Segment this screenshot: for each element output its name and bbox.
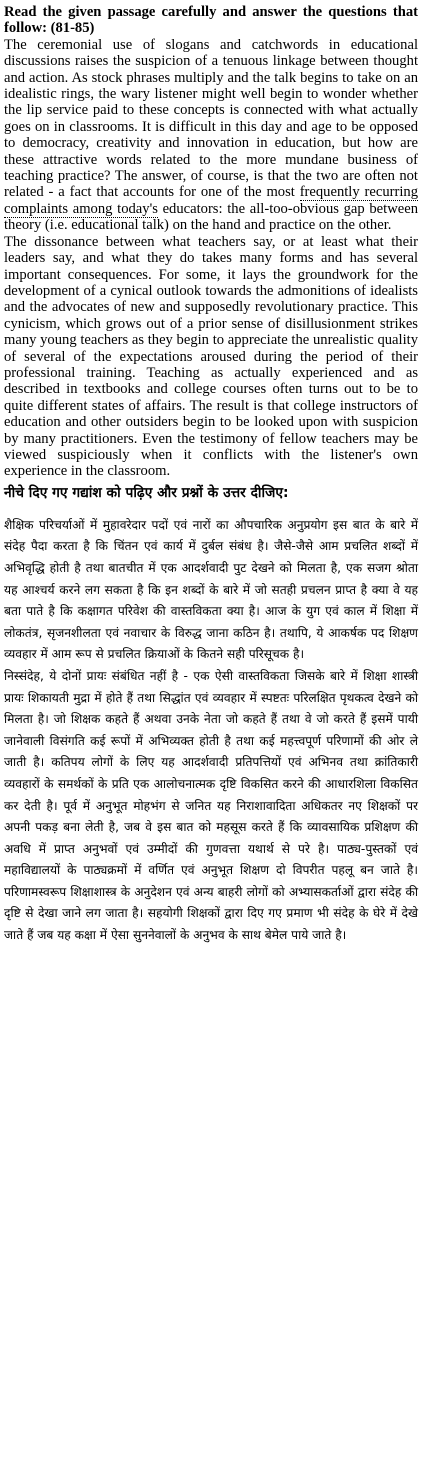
hindi-section bbox=[4, 482, 418, 947]
english-paragraph-1-start: The ceremonial use of slogans and catchwords in educational discussions raises the suspicion of a tenuous linkage between thought and action. As stock phrases multiply and the talk begins to take on an idealistic rings, the wary listener might well begin to wonder whether the lip service paid to these concepts is connected with what actually goes on in classrooms. It is difficult in this day and age to be opposed to democracy, creativity and innovation in education, but how are these attractive words related to the more mundane business of teaching practice? The answer, of course, is that the two are often not related - a fact that accounts for one of the most bbox=[4, 36, 418, 201]
english-heading: Read the given passage carefully and answer the questions that follow: (81-85) bbox=[4, 4, 418, 37]
hindi-paragraph-2: निस्संदेह, ये दोनों प्रायः संबंधित नहीं है - एक ऐसी वास्तविकता जिसके बारे में शिक्षा शास्त्री प्रायः शिकायती मुद्रा में होते हैं तथा सिद्धांत एवं व्यवहार में स्पष्टतः परिलक्षित पृथकत्व देखने को मिलता है। जो शिक्षक कहते हैं अथवा उनके नेता जो कहते हैं तथा वे जो करते हैं इसमें पायी जानेवाली विसंगति कई रूपों में अभिव्यक्त होती है तथा कई महत्त्वपूर्ण परिणामों की ओर ले जाती है। कतिपय लोगों के लिए यह आदर्शवादी प्रतिपत्तियों एवं अभिनव तथा क्रांतिकारी व्यवहारों के समर्थकों के प्रति एक आलोचनात्मक दृष्टि विकसित करने की आधारशिला विकसित कर देती है। पूर्व में अनुभूत मोहभंग से जनित यह निराशावादिता अधिकतर नए शिक्षकों पर अपनी पकड़ बना लेती है, जब वे इस बात को महसूस करते हैं कि व्यावसायिक प्रशिक्षण की अवधि में प्राप्त अनुभवों एवं उम्मीदों की गुणवत्ता यथार्थ से परे है। पाठ्य-पुस्तकों एवं महाविद्यालयों के पाठ्यक्रमों में वर्णित एवं अनुभूत शिक्षण दो विपरीत पहलू बन जाते है। परिणामस्वरूप शिक्षाशास्त्र के अनुदेशन एवं अन्य बाहरी लोगों को अभ्यासकर्ताओं द्वारा संदेह की दृष्टि से देखा जाने लग जाता है। सहयोगी शिक्षकों द्वारा दिए गए प्रमाण भी संदेह के घेरे में देखे जाते हैं जब यह कक्षा में ऐसा सुननेवालों के अनुभव के साथ बेमेल पाये जाते है। bbox=[4, 668, 418, 943]
hindi-heading: नीचे दिए गए गद्यांश को पढ़िए और प्रश्नों के उत्तर दीजिए: bbox=[4, 484, 289, 501]
english-paragraph-1-end: educators: the all-too-obvious gap between theory (i.e. educational talk) on the hand and practice on the other. bbox=[4, 200, 418, 234]
english-paragraph-2: The dissonance between what teachers say, or at least what their leaders say, and what they do takes many forms and has several important consequences. For some, it lays the groundwork for the development of a cynical outlook towards the admonitions of idealists and the advocates of new and supposedly revolutionary practice. This cynicism, which grows out of a prior sense of disillusionment strikes many young teachers as they begin to appreciate the unrealistic quality of several of the expectations aroused during the period of their professional training. Teaching as actually experienced and as described in textbooks and college courses often turns out to be to quite different states of affairs. The result is that college instructors of education and other outsiders begin to be looked upon with suspicion by many practitioners. Even the testimony of fellow teachers may be viewed suspiciously when it conflicts with the listener's own experience in the classroom. bbox=[4, 233, 418, 480]
hindi-paragraph-1: शैक्षिक परिचर्याओं में मुहावरेदार पदों एवं नारों का औपचारिक अनुप्रयोग इस बात के बारे में संदेह पैदा करता है कि चिंतन एवं कार्य में दुर्बल संबंध है। जैसे-जैसे आम प्रचलित शब्दों में अभिवृद्धि होती है तथा बातचीत में एक आदर्शवादी पुट देखने को मिलता है, एक सजग श्रोता यह आश्चर्य करने लग सकता है कि इन शब्दों के बारे में जो सतही प्रचलन प्राप्त है क्या वे यह बता पाते है कि कक्षागत परिवेश की वास्तविकता क्या है। आज के युग एवं काल में शिक्षा में लोकतंत्र, सृजनशीलता एवं नवाचार के विरुद्ध जाना कठिन है। तथापि, ये आकर्षक पद शिक्षण व्यवहार में आम रूप से प्रचलित क्रियाओं के कितने सही परिसूचक है। bbox=[4, 517, 418, 662]
dotted-underlined-phrase: frequently recurring complaints among today's bbox=[4, 184, 418, 217]
hindi-body bbox=[4, 515, 418, 947]
english-paragraph-1 bbox=[4, 37, 418, 234]
english-section bbox=[4, 4, 418, 480]
